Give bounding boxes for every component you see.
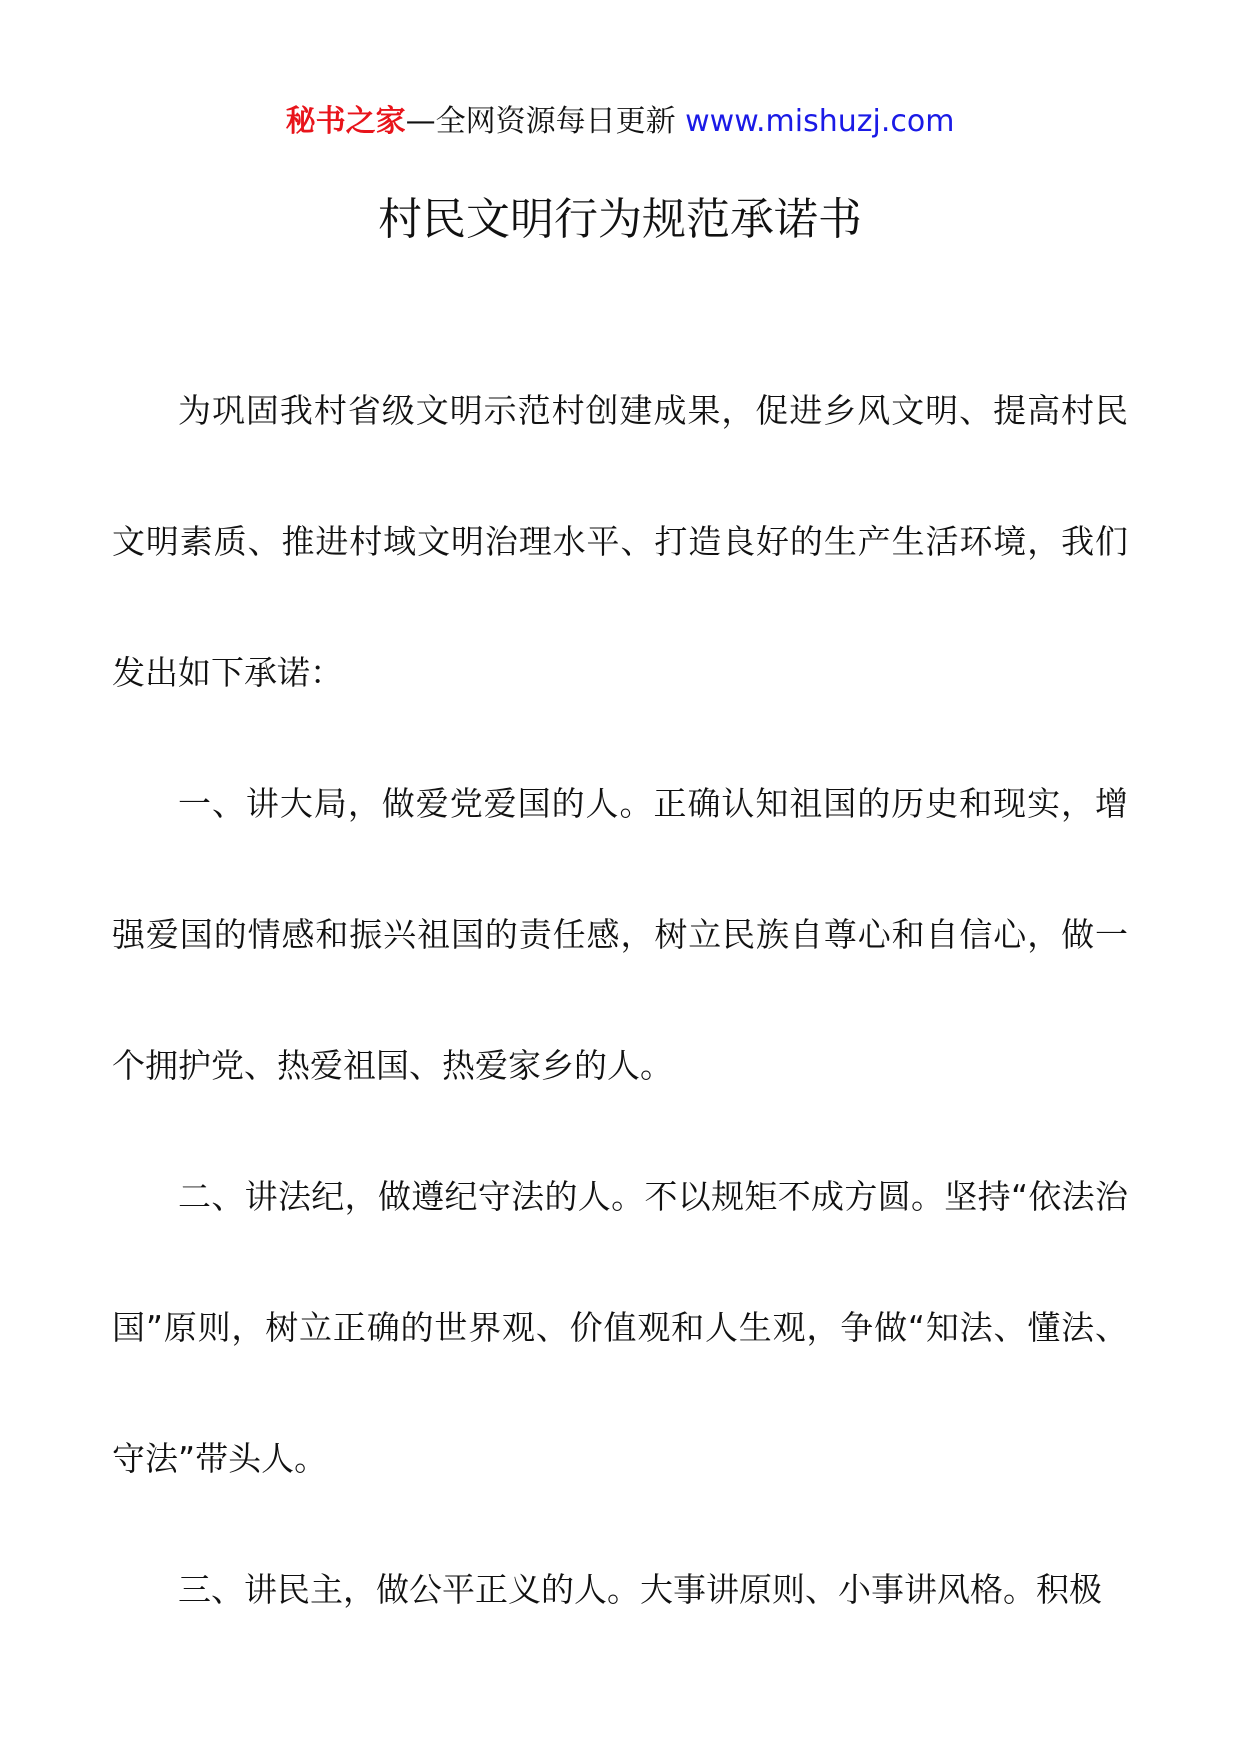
paragraph-intro: 为巩固我村省级文明示范村创建成果，促进乡风文明、提高村民文明素质、推进村域文明治理水平、打造良好的生产生活环境，我们发出如下承诺： <box>112 391 1128 692</box>
header-brand: 秘书之家 <box>285 104 406 139</box>
site-header <box>0 100 1240 144</box>
header-slogan: —全网资源每日更新 <box>405 104 686 139</box>
header-url[interactable]: www.mishuzj.com <box>685 104 955 139</box>
document-body <box>112 345 1128 1655</box>
document-title: 村民文明行为规范承诺书 <box>378 194 862 245</box>
paragraph-item-2: 二、讲法纪，做遵纪守法的人。不以规矩不成方圆。坚持“依法治国”原则，树立正确的世界观、价值观和人生观，争做“知法、懂法、守法”带头人。 <box>112 1177 1128 1478</box>
paragraph-item-1: 一、讲大局，做爱党爱国的人。正确认知祖国的历史和现实，增强爱国的情感和振兴祖国的责任感，树立民族自尊心和自信心，做一个拥护党、热爱祖国、热爱家乡的人。 <box>112 784 1128 1085</box>
paragraph-item-3: 三、讲民主，做公平正义的人。大事讲原则、小事讲风格。积极 <box>178 1570 1102 1609</box>
